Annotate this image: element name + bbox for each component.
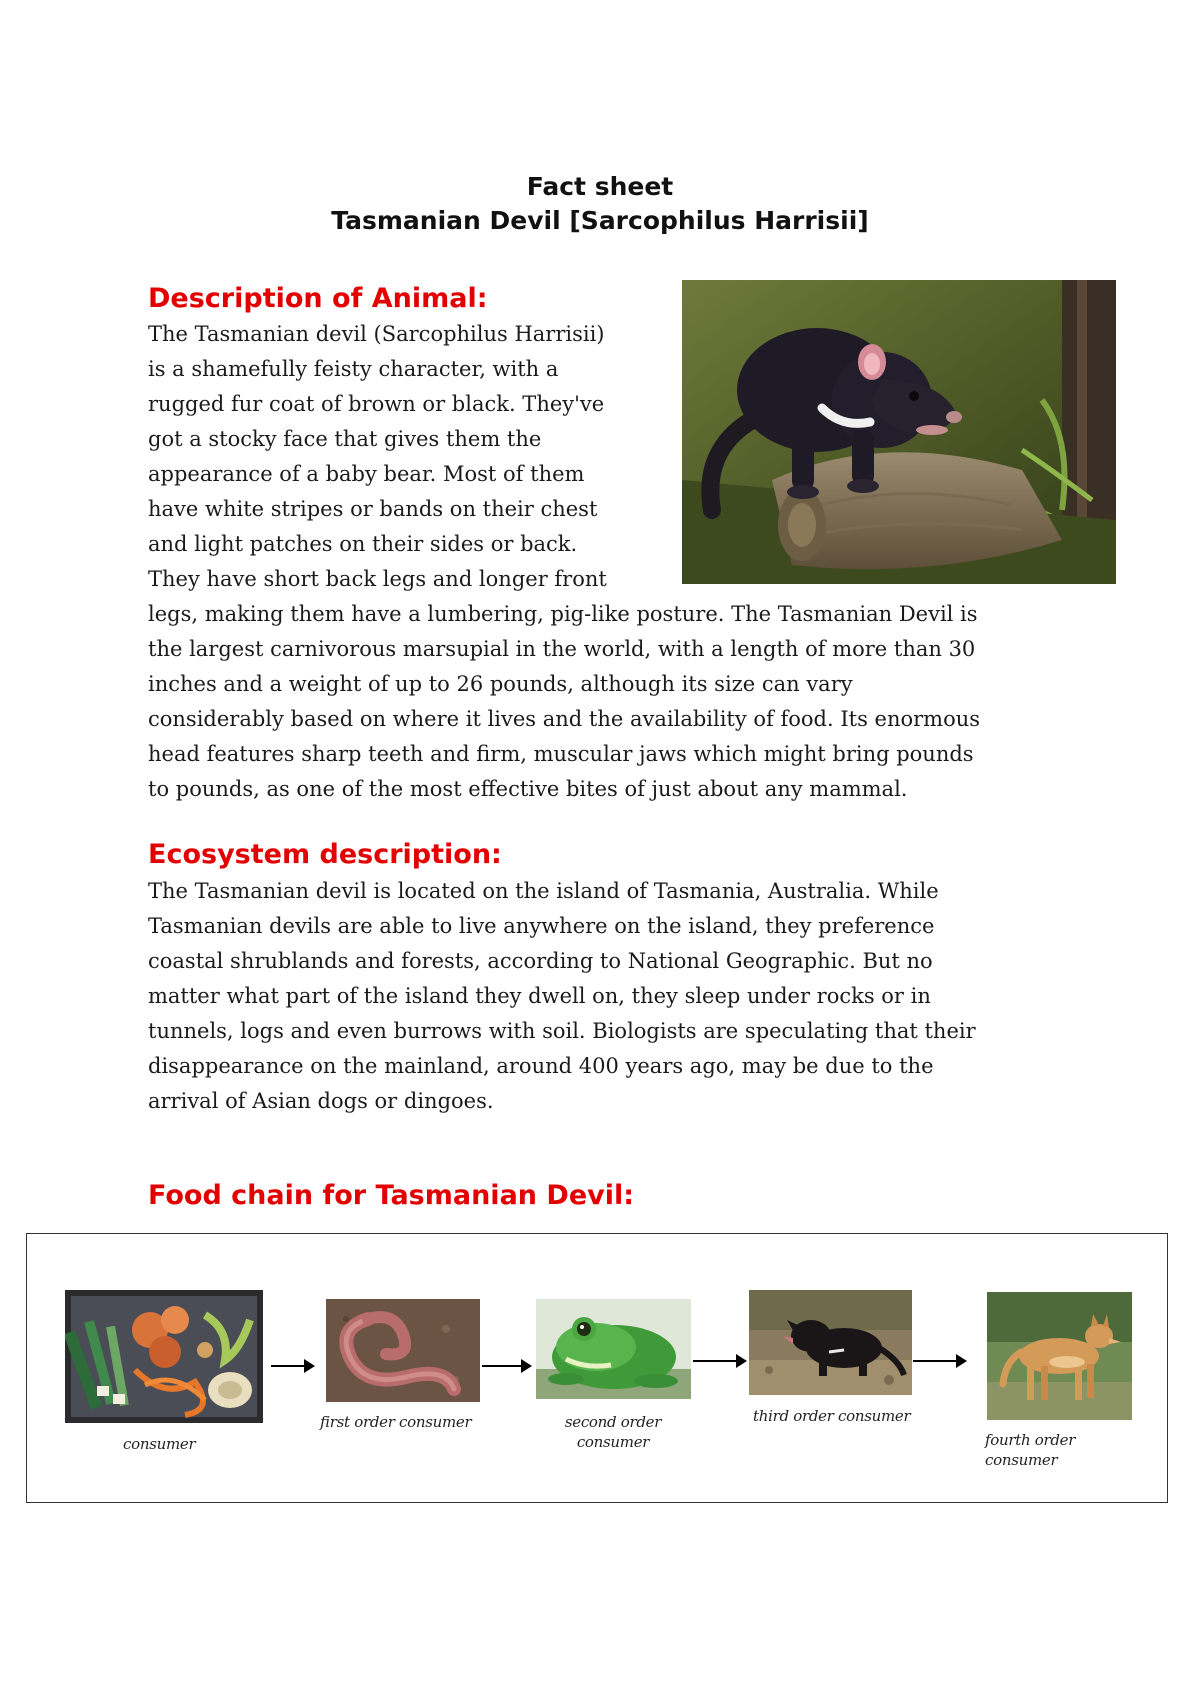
description-line: got a stocky face that gives them the — [148, 427, 542, 451]
description-line: rugged fur coat of brown or black. They've — [148, 392, 605, 416]
ecosystem-line: tunnels, logs and even burrows with soil. Biologists are speculating that their — [148, 1019, 976, 1043]
tasmanian-devil-hero-photo — [682, 280, 1116, 584]
description-line: legs, making them have a lumbering, pig-like posture. The Tasmanian Devil is — [148, 602, 978, 626]
ecosystem-line: coastal shrublands and forests, according to National Geographic. But no — [148, 949, 933, 973]
ecosystem-line: Tasmanian devils are able to live anywhere on the island, they preference — [148, 914, 935, 938]
description-line: appearance of a baby bear. Most of them — [148, 462, 585, 486]
description-line: head features sharp teeth and firm, muscular jaws which might bring pounds — [148, 742, 974, 766]
ecosystem-heading: Ecosystem description: — [148, 839, 502, 870]
chain-caption-5-line-1: fourth order — [985, 1431, 1076, 1449]
ecosystem-text — [148, 874, 976, 1119]
green-tree-frog-photo — [536, 1299, 691, 1399]
description-line: inches and a weight of up to 26 pounds, although its size can vary — [148, 672, 853, 696]
dingo-photo — [987, 1292, 1132, 1420]
arrow-right-icon — [271, 1365, 313, 1367]
food-chain-diagram — [26, 1233, 1168, 1503]
description-line: The Tasmanian devil (Sarcophilus Harrisii) — [148, 322, 605, 346]
arrow-right-icon — [482, 1365, 530, 1367]
chain-caption-5-line-2: consumer — [985, 1451, 1058, 1469]
description-line: They have short back legs and longer front — [148, 567, 607, 591]
description-line: to pounds, as one of the most effective bites of just about any mammal. — [148, 777, 908, 801]
vegetable-scraps-photo — [65, 1290, 263, 1423]
chain-caption-2: first order consumer — [320, 1413, 472, 1431]
ecosystem-line: disappearance on the mainland, around 400 years ago, may be due to the — [148, 1054, 934, 1078]
title-line-1: Fact sheet — [526, 172, 674, 201]
chain-caption-3-line-2: consumer — [576, 1433, 650, 1451]
arrow-right-icon — [693, 1360, 745, 1362]
chain-caption-4: third order consumer — [753, 1407, 911, 1425]
chain-caption-3 — [563, 1412, 663, 1452]
chain-caption-5 — [985, 1430, 1075, 1470]
description-line: considerably based on where it lives and the availability of food. Its enormous — [148, 707, 981, 731]
description-line: and light patches on their sides or back. — [148, 532, 578, 556]
food-chain-heading: Food chain for Tasmanian Devil: — [148, 1180, 635, 1211]
arrow-right-icon — [913, 1360, 965, 1362]
tasmanian-devil-photo — [749, 1290, 912, 1395]
description-line: have white stripes or bands on their chest — [148, 497, 598, 521]
chain-caption-1: consumer — [123, 1435, 196, 1453]
ecosystem-line: arrival of Asian dogs or dingoes. — [148, 1089, 494, 1113]
description-line: is a shamefully feisty character, with a — [148, 357, 559, 381]
chain-caption-3-line-1: second order — [564, 1413, 662, 1431]
description-heading: Description of Animal: — [148, 283, 488, 314]
description-line: the largest carnivorous marsupial in the world, with a length of more than 30 — [148, 637, 976, 661]
page-title — [0, 170, 1200, 238]
ecosystem-line: matter what part of the island they dwell on, they sleep under rocks or in — [148, 984, 931, 1008]
earthworm-photo — [326, 1299, 480, 1402]
ecosystem-line: The Tasmanian devil is located on the island of Tasmania, Australia. While — [148, 879, 939, 903]
title-line-2: Tasmanian Devil [Sarcophilus Harrisii] — [331, 206, 869, 235]
